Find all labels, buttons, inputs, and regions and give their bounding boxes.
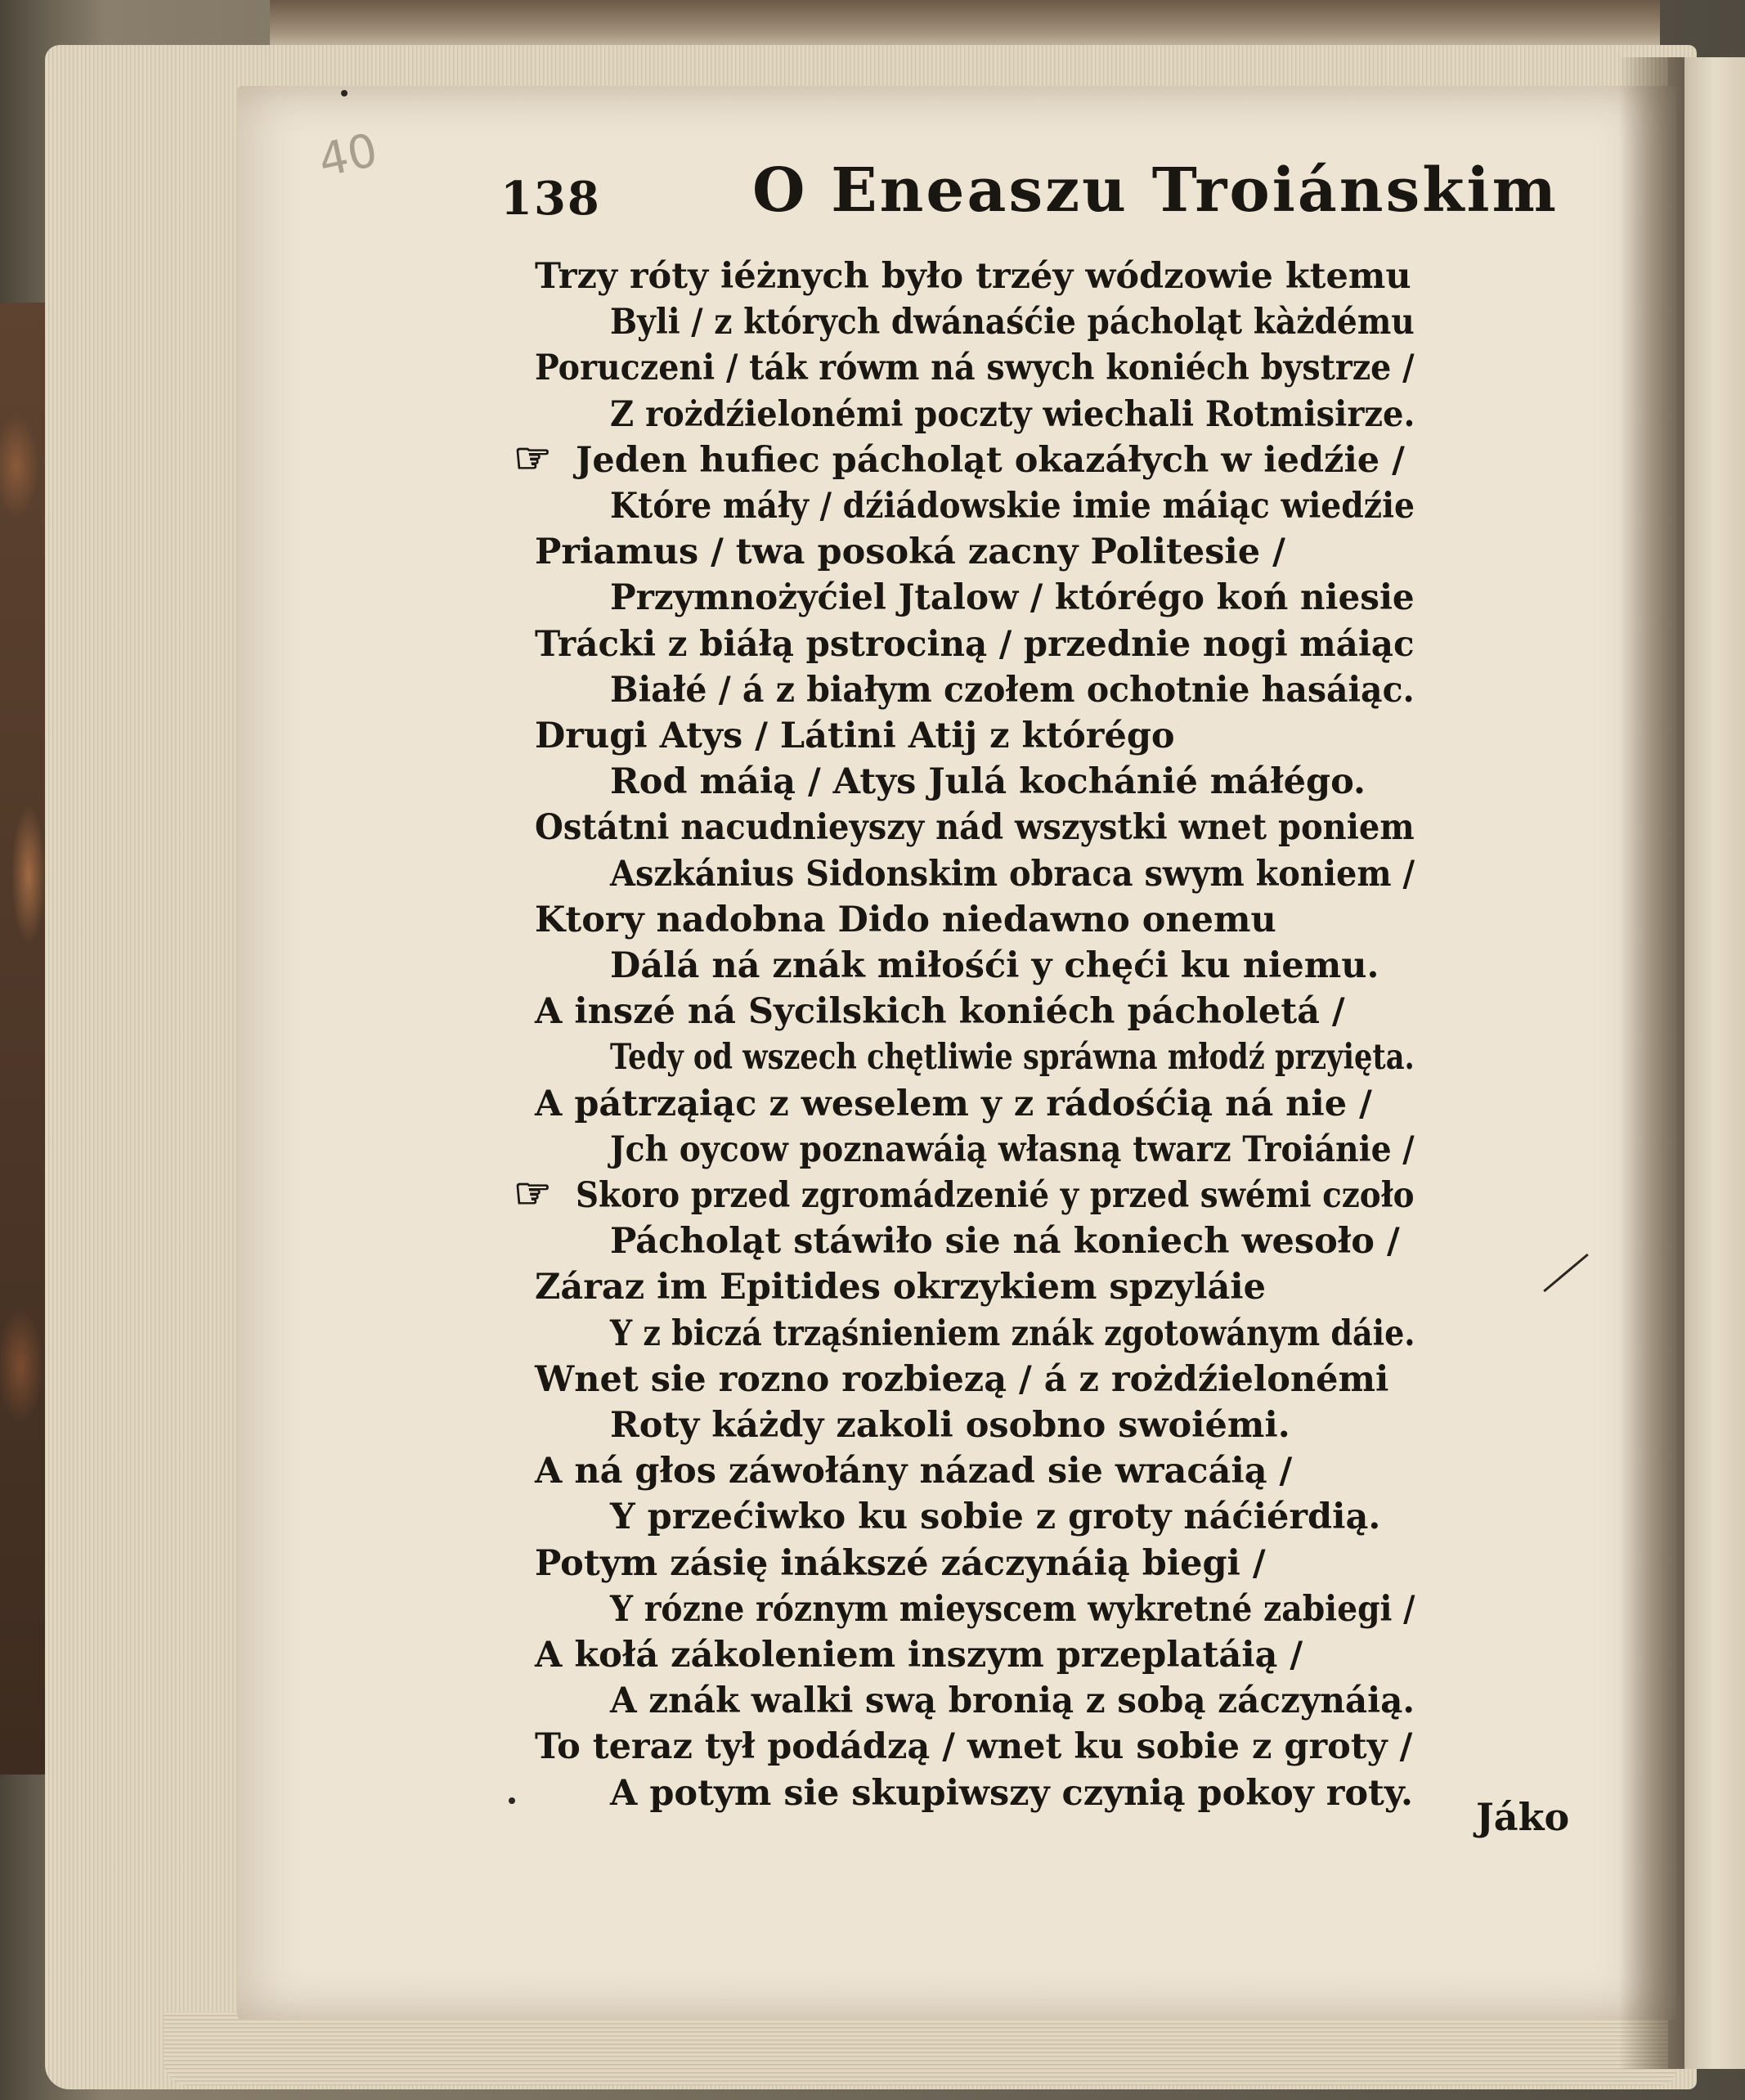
verse-line: Z rożdźielonémi poczty wiechali Rotmisirze. xyxy=(610,393,1415,435)
verse-line: Wnet sie rozno rozbiezą / á z rożdźielonémi xyxy=(535,1358,1389,1400)
verse-line: Záraz im Epitides okrzykiem spzyláie xyxy=(535,1267,1266,1308)
page-block-bottom-edges xyxy=(164,2012,1676,2085)
verse-line: A potym sie skupiwszy czynią pokoy roty. xyxy=(610,1772,1413,1814)
verse-line: Roty káżdy zakoli osobno swoiémi. xyxy=(610,1405,1290,1446)
book-top-edge xyxy=(270,0,1660,49)
verse-line: Drugi Atys / Látini Atij z którégo xyxy=(535,716,1175,756)
catchword: Jáko xyxy=(1476,1795,1570,1839)
verse-line: Byli / z których dwánaśćie pácholąt kàżdému xyxy=(610,302,1415,343)
verse-line: A pátrząiąc z weselem y z rádośćią ná nie / xyxy=(535,1083,1372,1124)
running-head: O Eneaszu Troiánskim xyxy=(752,155,1559,226)
verse-line: Tedy od wszech chętliwie spráwna młodź przyięta. xyxy=(610,1037,1415,1079)
ink-dot xyxy=(509,1797,515,1804)
verse-line: Trzy róty iéżnych było trzéy wódzowie ktemu xyxy=(535,256,1411,297)
page-number: 138 xyxy=(500,172,601,226)
verse-line: Y rózne róznym mieyscem wykretné zabiegi / xyxy=(610,1588,1415,1630)
marbled-endpaper xyxy=(0,303,49,1775)
verse-line: Ktory nadobna Dido niedawno onemu xyxy=(535,899,1276,940)
verse-line: Pácholąt stáwiło sie ná koniech wesoło / xyxy=(610,1221,1400,1263)
verse-line: Ostátni nacudnieyszy nád wszystki wnet poniem xyxy=(535,807,1415,849)
verse-line: Przymnożyćiel Jtalow / którégo koń niesie xyxy=(610,577,1415,619)
verse-line: Poruczeni / ták rówm ná swych koniéch bystrze / xyxy=(535,348,1415,389)
pencil-annotation: 40 xyxy=(314,123,383,188)
verse-line: Priamus / twa posoká zacny Politesie / xyxy=(535,532,1285,573)
verse-line: A kołá zákoleniem inszym przeplatáią / xyxy=(535,1635,1303,1676)
verse-line: Trácki z biáłą pstrociną / przednie nogi máiąc xyxy=(535,623,1415,665)
verse-line: A ná głos záwołány názad sie wracáią / xyxy=(535,1451,1293,1492)
verse-line: Jch oycow poznawáią własną twarz Troiánie / xyxy=(610,1129,1415,1170)
verse-line: A znák walki swą bronią z sobą záczynáią. xyxy=(610,1680,1415,1722)
verse-line: A inszé ná Sycilskich koniéch pácholetá / xyxy=(535,991,1345,1033)
verse-line: To teraz tył podádzą / wnet ku sobie z groty / xyxy=(535,1726,1413,1768)
verse-line: Y przećiwko ku sobie z groty náćiérdią. xyxy=(610,1496,1381,1538)
ink-dot xyxy=(341,90,348,96)
verse-line: Skoro przed zgromádzenié y przed swémi czoło xyxy=(576,1175,1415,1216)
verse-line: Które máły / dźiádowskie imie máiąc wiedźie xyxy=(610,486,1415,527)
verse-line: Białé / á z białym czołem ochotnie hasáiąc. xyxy=(610,669,1415,711)
verse-line: Jeden hufiec pácholąt okazáłych w iedźie / xyxy=(576,439,1405,481)
page-gutter-shadow xyxy=(1619,57,1684,2069)
verse-line: Aszkánius Sidonskim obraca swym koniem / xyxy=(610,853,1415,895)
verse-line: Potym zásię inákszé záczynáią biegi / xyxy=(535,1542,1266,1584)
verse-line: Y z biczá trząśnieniem znák zgotowánym dáie. xyxy=(610,1312,1415,1354)
verse-line: Rod máią / Atys Julá kochánié máłégo. xyxy=(610,761,1366,803)
pilcrow-icon: ☞ xyxy=(514,433,552,483)
pilcrow-icon: ☞ xyxy=(514,1169,552,1218)
verse-line: Dálá ná znák miłośći y chęći ku niemu. xyxy=(610,945,1379,986)
